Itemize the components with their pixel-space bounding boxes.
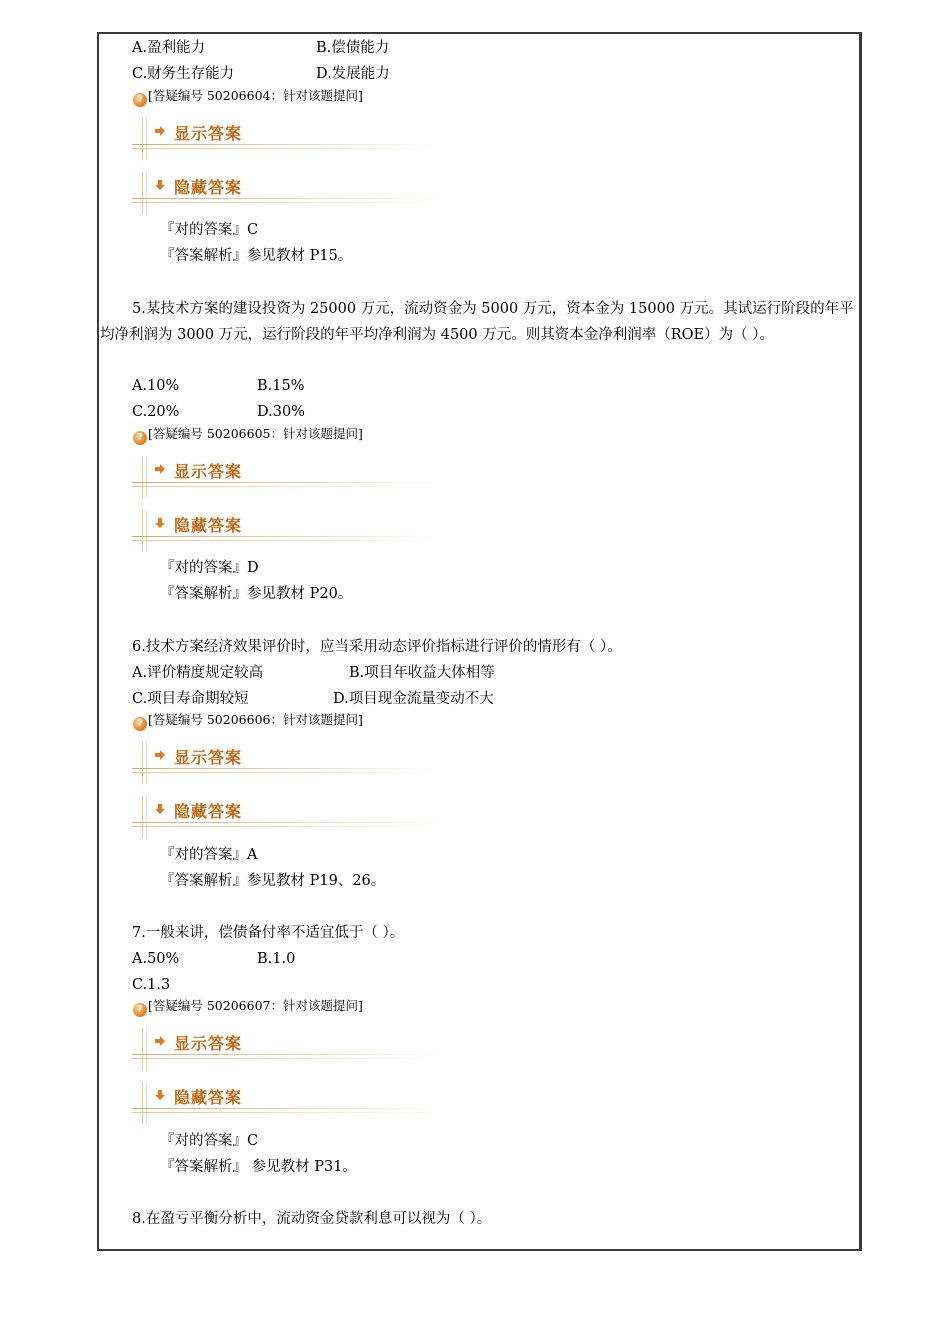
q6-hide-answer-button[interactable]: 隐藏答案	[132, 796, 442, 838]
q6-option-c: C.项目寿命期较短	[132, 691, 249, 707]
q7-correct-answer: 『对的答案』C	[160, 1133, 259, 1149]
q6-option-a: A.评价精度规定较高	[132, 665, 264, 681]
question-mark-icon: ?	[133, 1003, 147, 1017]
q4-answer-analysis: 『答案解析』参见教材 P15。	[160, 248, 353, 264]
q4-show-answer-button[interactable]: 显示答案	[132, 118, 442, 160]
q5-answer-analysis: 『答案解析』参见教材 P20。	[160, 586, 353, 602]
q5-question-text: 5.某技术方案的建设投资为 25000 万元，流动资金为 5000 万元，资本金为 15000 万元。其试运行阶段的年平均净利润为 3000 万元，运行阶段的年平均净利润为 4500 万元。则其资本金净利润率（ROE）为（ ）。	[100, 301, 854, 343]
q7-answer-analysis: 『答案解析』 参见教材 P31。	[160, 1159, 357, 1175]
q8-question-text: 8.在盈亏平衡分析中，流动资金贷款利息可以视为（ ）。	[132, 1211, 492, 1227]
arrow-down-icon	[154, 179, 166, 191]
q6-option-b: B.项目年收益大体相等	[349, 665, 495, 681]
q5-option-d: D.30%	[257, 404, 305, 420]
question-mark-icon: ?	[133, 717, 147, 731]
q4-option-c: C.财务生存能力	[132, 66, 235, 82]
q7-option-a: A.50%	[132, 951, 180, 967]
q6-question-text: 6.技术方案经济效果评价时，应当采用动态评价指标进行评价的情形有（ ）。	[132, 639, 622, 655]
q7-ask-link[interactable]: ? [答疑编号 50206607：针对该题提问]	[133, 998, 363, 1017]
q6-option-d: D.项目现金流量变动不大	[333, 691, 494, 707]
q6-correct-answer: 『对的答案』A	[160, 847, 258, 863]
q4-ask-link[interactable]: ? [答疑编号 50206604：针对该题提问]	[133, 88, 363, 107]
q4-option-b: B.偿债能力	[316, 40, 390, 56]
arrow-right-icon	[154, 1035, 166, 1047]
q4-option-d: D.发展能力	[316, 66, 390, 82]
q5-option-b: B.15%	[257, 378, 305, 394]
arrow-down-icon	[154, 803, 166, 815]
q5-ask-link[interactable]: ? [答疑编号 50206605：针对该题提问]	[133, 426, 363, 445]
q7-show-answer-button[interactable]: 显示答案	[132, 1028, 442, 1070]
arrow-right-icon	[154, 125, 166, 137]
q5-option-a: A.10%	[132, 378, 180, 394]
q4-correct-answer: 『对的答案』C	[160, 222, 259, 238]
q6-show-answer-button[interactable]: 显示答案	[132, 742, 442, 784]
q5-show-answer-button[interactable]: 显示答案	[132, 456, 442, 498]
q5-correct-answer: 『对的答案』D	[160, 560, 259, 576]
arrow-right-icon	[154, 749, 166, 761]
q6-answer-analysis: 『答案解析』参见教材 P19、26。	[160, 873, 386, 889]
q4-hide-answer-button[interactable]: 隐藏答案	[132, 172, 442, 214]
q7-hide-answer-button[interactable]: 隐藏答案	[132, 1082, 442, 1124]
q7-option-b: B.1.0	[257, 951, 296, 967]
q6-ask-link[interactable]: ? [答疑编号 50206606：针对该题提问]	[133, 712, 363, 731]
q7-question-text: 7.一般来讲，偿债备付率不适宜低于（ ）。	[132, 925, 405, 941]
arrow-down-icon	[154, 1089, 166, 1101]
arrow-right-icon	[154, 463, 166, 475]
question-mark-icon: ?	[133, 431, 147, 445]
q4-option-a: A.盈利能力	[132, 40, 206, 56]
q5-hide-answer-button[interactable]: 隐藏答案	[132, 510, 442, 552]
q7-option-c: C.1.3	[132, 977, 171, 993]
arrow-down-icon	[154, 517, 166, 529]
question-mark-icon: ?	[133, 93, 147, 107]
q5-option-c: C.20%	[132, 404, 180, 420]
